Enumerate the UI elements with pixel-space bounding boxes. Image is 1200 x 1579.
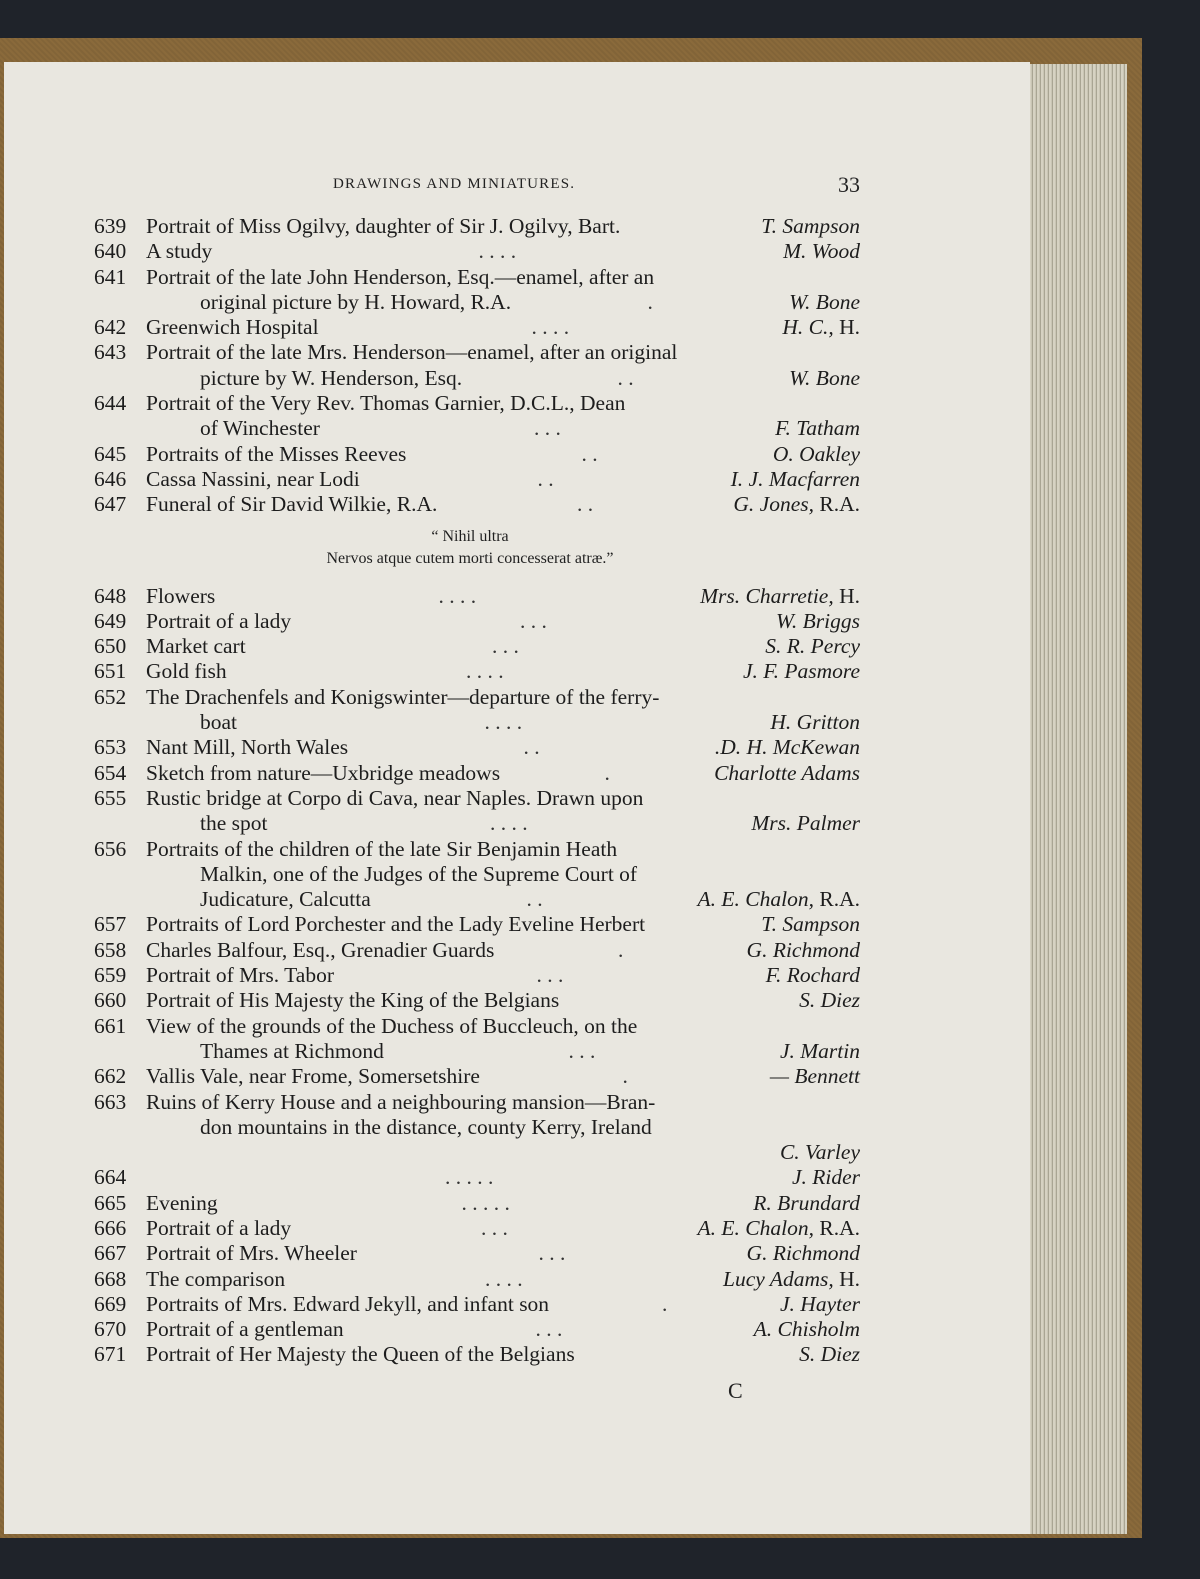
list-item <box>0 609 1200 634</box>
list-item <box>0 1115 1200 1140</box>
list-item <box>0 786 1200 811</box>
list-item <box>0 963 1200 988</box>
list-item <box>0 685 1200 710</box>
entry-number: 639 <box>94 214 127 238</box>
entry-title: The Drachenfels and Konigswinter—departure of the ferry- <box>146 684 660 709</box>
list-item <box>0 1039 1200 1064</box>
artist-suffix: H. <box>833 315 860 340</box>
list-item <box>0 265 1200 290</box>
entry-title: Portraits of the Misses Reeves <box>146 441 407 466</box>
leader-dots: . . . . . <box>445 1165 494 1190</box>
artist-name: S. Diez <box>799 1342 860 1367</box>
entry-artist <box>761 214 860 239</box>
entry-artist <box>753 1191 860 1216</box>
entry-title: Portrait of a gentleman <box>146 1317 344 1342</box>
artist-name: H. Gritton <box>770 710 860 735</box>
entry-number: 643 <box>94 340 127 365</box>
list-item <box>0 938 1200 963</box>
artist-name: J. F. Pasmore <box>742 659 860 684</box>
artist-name: F. Rochard <box>765 963 860 988</box>
list-item <box>0 1064 1200 1089</box>
leader-dots: . <box>604 760 610 785</box>
page-header <box>0 172 1200 202</box>
leader-dots: . . . . <box>490 811 528 836</box>
entry-number: 662 <box>94 1064 127 1089</box>
entry-number: 650 <box>94 634 127 659</box>
entry-number: 651 <box>94 659 127 684</box>
entry-artist <box>770 1064 860 1089</box>
leader-dots: . . . <box>520 608 547 633</box>
artist-name: J. Hayter <box>780 1291 860 1316</box>
entry-artist <box>782 315 860 340</box>
artist-name: A. E. Chalon, <box>697 887 814 912</box>
entry-title: Vallis Vale, near Frome, Somersetshire <box>146 1064 480 1089</box>
artist-name: Mrs. Palmer <box>751 811 860 836</box>
leader-dots: . . <box>617 365 634 390</box>
list-item <box>0 735 1200 760</box>
leader-dots: . . . <box>536 963 564 988</box>
entry-number: 646 <box>94 466 127 491</box>
entry-artist <box>743 659 860 684</box>
list-item <box>0 912 1200 937</box>
list-item <box>0 492 1200 517</box>
leader-dots: . . . <box>481 1215 508 1240</box>
artist-name: J. Rider <box>791 1165 860 1190</box>
entry-title: Portrait of the late John Henderson, Esq.—enamel, after an <box>146 264 655 289</box>
list-item <box>0 659 1200 684</box>
entry-artist <box>789 290 860 315</box>
page-number: 33 <box>838 172 860 197</box>
entry-title: Portraits of the children of the late Sir Benjamin Heath <box>146 836 618 861</box>
entry-artist <box>733 492 860 517</box>
artist-suffix: R.A. <box>814 1215 860 1240</box>
leader-dots: . . . . <box>531 315 570 340</box>
artist-name: C. Varley <box>779 1140 860 1165</box>
entry-title: Funeral of Sir David Wilkie, R.A. <box>146 492 438 517</box>
entry-number: 644 <box>94 391 127 416</box>
entry-artist <box>761 912 860 937</box>
entry-title: Evening <box>146 1190 218 1215</box>
entry-artist <box>731 467 860 492</box>
entry-number: 657 <box>94 912 127 937</box>
artist-name: G. Richmond <box>746 1241 860 1266</box>
entry-artist <box>799 1342 860 1367</box>
entry-title: Charles Balfour, Esq., Grenadier Guards <box>146 937 495 962</box>
artist-name: J. Martin <box>779 1038 860 1063</box>
quotation-line-2 <box>0 550 1200 572</box>
entry-title: Portrait of Mrs. Tabor <box>146 963 334 988</box>
list-item <box>0 634 1200 659</box>
list-item <box>0 887 1200 912</box>
entry-title: Market cart <box>146 634 246 659</box>
leader-dots: . . . . . <box>461 1190 510 1215</box>
entry-group-a <box>0 214 1200 518</box>
entry-group-b <box>0 584 1200 1368</box>
list-item <box>0 1317 1200 1342</box>
entry-number: 670 <box>94 1317 127 1342</box>
list-item <box>0 391 1200 416</box>
artist-name: O. Oakley <box>772 441 860 466</box>
entry-title: Cassa Nassini, near Lodi <box>146 466 360 491</box>
list-item <box>0 239 1200 264</box>
leader-dots: . . . <box>538 1241 566 1266</box>
entry-artist <box>776 609 860 634</box>
signature-mark: C <box>728 1378 743 1403</box>
list-item <box>0 1014 1200 1039</box>
entry-title: Nant Mill, North Wales <box>146 735 349 760</box>
entry-artist <box>780 1140 860 1165</box>
running-head: DRAWINGS AND MINIATURES. <box>333 176 576 192</box>
entry-artist <box>714 761 860 786</box>
entry-artist <box>715 735 860 760</box>
entry-artist <box>773 442 860 467</box>
entry-number: 652 <box>94 684 127 709</box>
quotation-line-1 <box>0 528 1200 550</box>
entry-title: Portrait of a lady <box>146 608 292 633</box>
entry-title: Rustic bridge at Corpo di Cava, near Naples. Drawn upon <box>146 785 644 810</box>
list-item <box>0 290 1200 315</box>
leader-dots: . <box>647 289 653 314</box>
artist-name: M. Wood <box>783 239 860 264</box>
artist-name: W. Briggs <box>775 608 860 633</box>
entry-number: 645 <box>94 441 127 466</box>
entry-number: 664 <box>94 1165 127 1190</box>
entry-number: 641 <box>94 264 127 289</box>
entry-title: Portrait of Miss Ogilvy, daughter of Sir J. Ogilvy, Bart. <box>146 214 621 238</box>
entry-artist <box>789 366 860 391</box>
entry-title: The comparison <box>146 1266 286 1291</box>
list-item <box>0 1191 1200 1216</box>
list-item <box>0 366 1200 391</box>
list-item <box>0 467 1200 492</box>
artist-suffix: H. <box>833 583 860 608</box>
entry-number: 655 <box>94 785 127 810</box>
list-item <box>0 416 1200 441</box>
entry-title: don mountains in the distance, county Kerry, Ireland <box>200 1114 652 1139</box>
entry-artist <box>698 887 860 912</box>
entry-artist <box>700 584 860 609</box>
entry-title: Portrait of a lady <box>146 1215 292 1240</box>
leader-dots: . . . . <box>466 659 504 684</box>
entry-title: Portrait of the Very Rev. Thomas Garnier, D.C.L., Dean <box>146 391 626 416</box>
leader-dots: . <box>618 937 624 962</box>
leader-dots: . . . <box>568 1038 596 1063</box>
artist-name: T. Sampson <box>761 912 860 937</box>
artist-name: Mrs. Charretie, <box>700 583 834 608</box>
entry-artist <box>792 1165 860 1190</box>
entry-artist <box>751 811 860 836</box>
artist-name: T. Sampson <box>761 214 860 238</box>
leader-dots: . <box>662 1291 668 1316</box>
artist-name: G. Richmond <box>746 937 860 962</box>
quotation-text-1: “ Nihil ultra <box>431 527 509 545</box>
entry-number: 659 <box>94 963 127 988</box>
leader-dots: . . <box>526 887 543 912</box>
artist-name: I. J. Macfarren <box>730 466 860 491</box>
entry-title: Portrait of Her Majesty the Queen of the Belgians <box>146 1342 575 1367</box>
entry-title: Malkin, one of the Judges of the Supreme Court of <box>200 861 638 886</box>
entry-title: Portraits of Mrs. Edward Jekyll, and infant son <box>146 1291 550 1316</box>
entry-number: 640 <box>94 239 127 264</box>
entry-artist <box>780 1292 860 1317</box>
entry-artist <box>783 239 860 264</box>
artist-suffix: H. <box>833 1266 860 1291</box>
leader-dots: . . . <box>534 416 561 441</box>
entry-number: 658 <box>94 937 127 962</box>
entry-artist <box>698 1216 860 1241</box>
entry-number: 654 <box>94 760 127 785</box>
leader-dots: . . . . <box>478 239 517 264</box>
catalogue-entries <box>0 214 1200 1368</box>
artist-name: H. C., <box>782 315 834 340</box>
entry-title: Portrait of the late Mrs. Henderson—enamel, after an original <box>146 340 678 365</box>
leader-dots: . . <box>581 441 598 466</box>
list-item <box>0 1216 1200 1241</box>
artist-name: — Bennett <box>769 1064 860 1089</box>
artist-name: A. Chisholm <box>753 1317 860 1342</box>
entry-title: View of the grounds of the Duchess of Buccleuch, on the <box>146 1013 638 1038</box>
list-item <box>0 1090 1200 1115</box>
leader-dots: . . . . <box>438 583 477 608</box>
entry-number: 671 <box>94 1342 127 1367</box>
entry-title: Greenwich Hospital <box>146 315 319 340</box>
list-item <box>0 761 1200 786</box>
entry-number: 661 <box>94 1013 127 1038</box>
leader-dots: . . <box>537 466 554 491</box>
entry-title: Ruins of Kerry House and a neighbouring mansion—Bran- <box>146 1089 656 1114</box>
entry-number: 668 <box>94 1266 127 1291</box>
entry-number: 653 <box>94 735 127 760</box>
leader-dots: . . . . <box>485 1266 523 1291</box>
entry-title: Gold fish <box>146 659 227 684</box>
artist-name: F. Tatham <box>775 416 860 441</box>
entry-number: 665 <box>94 1190 127 1215</box>
list-item <box>0 1342 1200 1367</box>
entry-title: Portraits of Lord Porchester and the Lady Eveline Herbert <box>146 912 646 937</box>
entry-title: Flowers <box>146 583 216 608</box>
entry-number: 649 <box>94 608 127 633</box>
list-item <box>0 214 1200 239</box>
entry-number: 660 <box>94 988 127 1013</box>
leader-dots: . . <box>523 735 540 760</box>
artist-name: W. Bone <box>789 289 860 314</box>
entry-artist <box>770 710 860 735</box>
entry-title: Judicature, Calcutta <box>200 887 371 912</box>
entry-number: 669 <box>94 1291 127 1316</box>
entry-artist <box>747 938 860 963</box>
artist-name: Lucy Adams, <box>723 1266 834 1291</box>
entry-title: Portrait of Mrs. Wheeler <box>146 1241 357 1266</box>
entry-artist <box>766 963 860 988</box>
entry-title: of Winchester <box>200 416 320 441</box>
leader-dots: . <box>622 1064 628 1089</box>
entry-artist <box>775 416 860 441</box>
artist-name: G. Jones, <box>733 492 814 517</box>
entry-title: A study <box>146 239 213 264</box>
entry-title: Thames at Richmond <box>200 1038 384 1063</box>
entry-title: Portrait of His Majesty the King of the Belgians <box>146 988 560 1013</box>
list-item <box>0 1241 1200 1266</box>
entry-number: 667 <box>94 1241 127 1266</box>
entry-artist <box>799 988 860 1013</box>
leader-dots: . . . . <box>484 710 523 735</box>
list-item <box>0 1140 1200 1165</box>
artist-name: Charlotte Adams <box>714 760 860 785</box>
entry-artist <box>780 1039 860 1064</box>
entry-title: original picture by H. Howard, R.A. <box>200 289 512 314</box>
leader-dots: . . . <box>492 634 519 659</box>
entry-artist <box>765 634 860 659</box>
artist-name: .D. H. McKewan <box>714 735 860 760</box>
quotation-text-2: Nervos atque cutem morti concesserat atræ.” <box>326 549 614 567</box>
list-item <box>0 1292 1200 1317</box>
list-item <box>0 340 1200 365</box>
list-item <box>0 584 1200 609</box>
entry-number: 642 <box>94 315 127 340</box>
artist-name: R. Brundard <box>753 1190 860 1215</box>
entry-number: 663 <box>94 1089 127 1114</box>
entry-artist <box>723 1267 860 1292</box>
entry-number: 656 <box>94 836 127 861</box>
list-item <box>0 1165 1200 1190</box>
list-item <box>0 315 1200 340</box>
entry-artist <box>747 1241 860 1266</box>
list-item <box>0 442 1200 467</box>
leader-dots: . . <box>577 492 594 517</box>
entry-number: 648 <box>94 583 127 608</box>
entry-artist <box>754 1317 860 1342</box>
artist-name: A. E. Chalon, <box>697 1215 814 1240</box>
list-item <box>0 710 1200 735</box>
entry-number: 647 <box>94 492 127 517</box>
list-item <box>0 837 1200 862</box>
list-item <box>0 811 1200 836</box>
artist-suffix: R.A. <box>814 492 860 517</box>
artist-suffix: R.A. <box>814 887 860 912</box>
entry-title: the spot <box>200 811 268 836</box>
leader-dots: . . . <box>535 1317 563 1342</box>
artist-name: S. Diez <box>799 988 860 1013</box>
entry-title: boat <box>200 710 238 735</box>
entry-title: picture by W. Henderson, Esq. <box>200 365 463 390</box>
artist-name: W. Bone <box>789 365 860 390</box>
list-item <box>0 862 1200 887</box>
artist-name: S. R. Percy <box>765 634 860 659</box>
entry-title: Sketch from nature—Uxbridge meadows <box>146 760 501 785</box>
list-item <box>0 988 1200 1013</box>
entry-number: 666 <box>94 1215 127 1240</box>
list-item <box>0 1267 1200 1292</box>
